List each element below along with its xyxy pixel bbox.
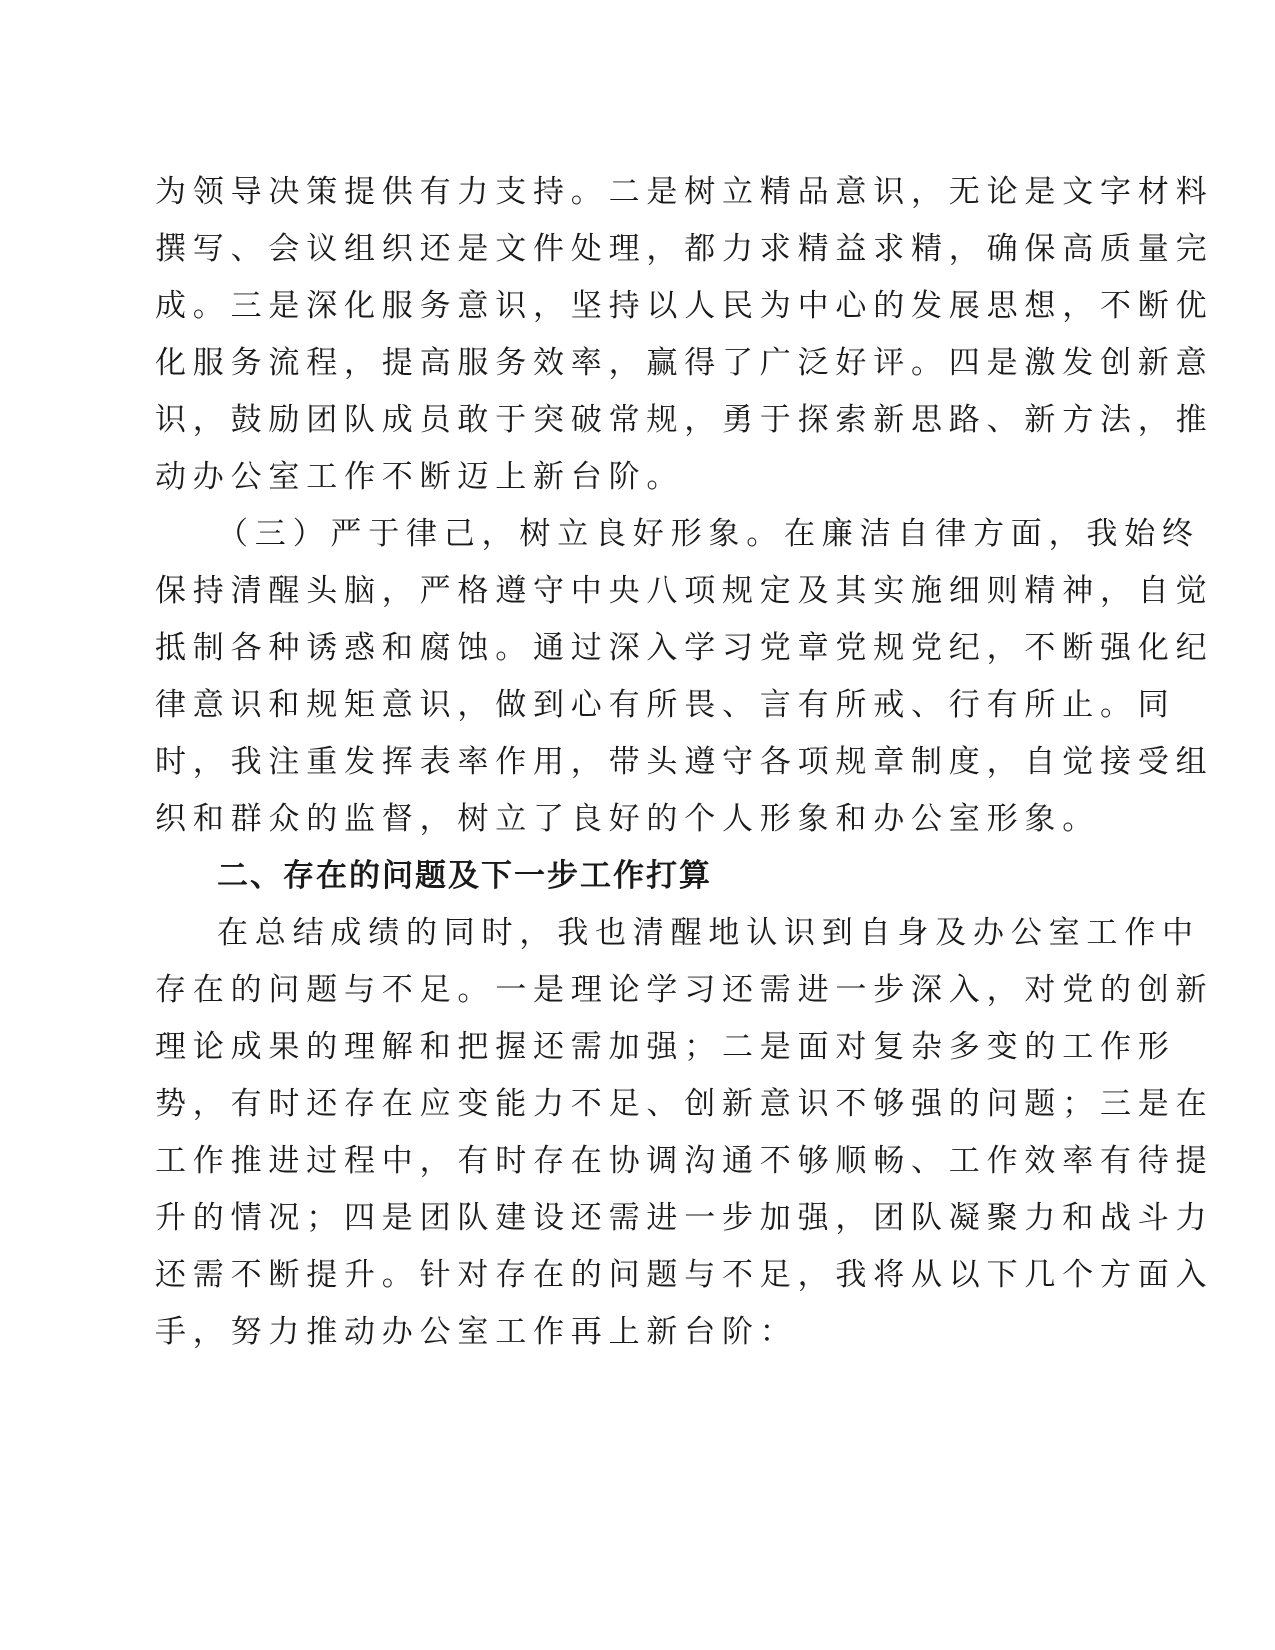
paragraph-2-line: 织和群众的监督，树立了良好的个人形象和办公室形象。: [155, 801, 1100, 837]
section-heading: 二、存在的问题及下一步工作打算: [217, 858, 712, 894]
paragraph-3-line: 工作推进过程中，有时存在协调沟通不够顺畅、工作效率有待提: [155, 1143, 1214, 1179]
paragraph-1-line: 动办公室工作不断迈上新台阶。: [155, 459, 685, 495]
paragraph-3-line: 势，有时还存在应变能力不足、创新意识不够强的问题；三是在: [155, 1086, 1214, 1122]
paragraph-2-line: 时，我注重发挥表率作用，带头遵守各项规章制度，自觉接受组: [155, 744, 1214, 780]
paragraph-2-line: 律意识和规矩意识，做到心有所畏、言有所戒、行有所止。同: [155, 687, 1176, 723]
paragraph-3-line: 存在的问题与不足。一是理论学习还需进一步深入，对党的创新: [155, 972, 1214, 1008]
paragraph-2-line: 保持清醒头脑，严格遵守中央八项规定及其实施细则精神，自觉: [155, 573, 1214, 609]
paragraph-1-line: 化服务流程，提高服务效率，赢得了广泛好评。四是激发创新意: [155, 345, 1214, 381]
paragraph-3-line: 在总结成绩的同时，我也清醒地认识到自身及办公室工作中: [217, 915, 1200, 951]
paragraph-3-line: 理论成果的理解和把握还需加强；二是面对复杂多变的工作形: [155, 1029, 1176, 1065]
paragraph-1-line: 撰写、会议组织还是文件处理，都力求精益求精，确保高质量完: [155, 231, 1214, 267]
document-body: [155, 164, 1214, 1361]
paragraph-3-line: 手，努力推动办公室工作再上新台阶：: [155, 1314, 798, 1350]
paragraph-3-line: 升的情况；四是团队建设还需进一步加强，团队凝聚力和战斗力: [155, 1200, 1214, 1236]
paragraph-2-line: 抵制各种诱惑和腐蚀。通过深入学习党章党规党纪，不断强化纪: [155, 630, 1214, 666]
paragraph-1-line: 成。三是深化服务意识，坚持以人民为中心的发展思想，不断优: [155, 288, 1214, 324]
paragraph-3-line: 还需不断提升。针对存在的问题与不足，我将从以下几个方面入: [155, 1257, 1214, 1293]
paragraph-1-line: 为领导决策提供有力支持。二是树立精品意识，无论是文字材料: [155, 174, 1214, 210]
paragraph-1-line: 识，鼓励团队成员敢于突破常规，勇于探索新思路、新方法，推: [155, 402, 1214, 438]
paragraph-2-line: （三）严于律己，树立良好形象。在廉洁自律方面，我始终: [217, 516, 1200, 552]
